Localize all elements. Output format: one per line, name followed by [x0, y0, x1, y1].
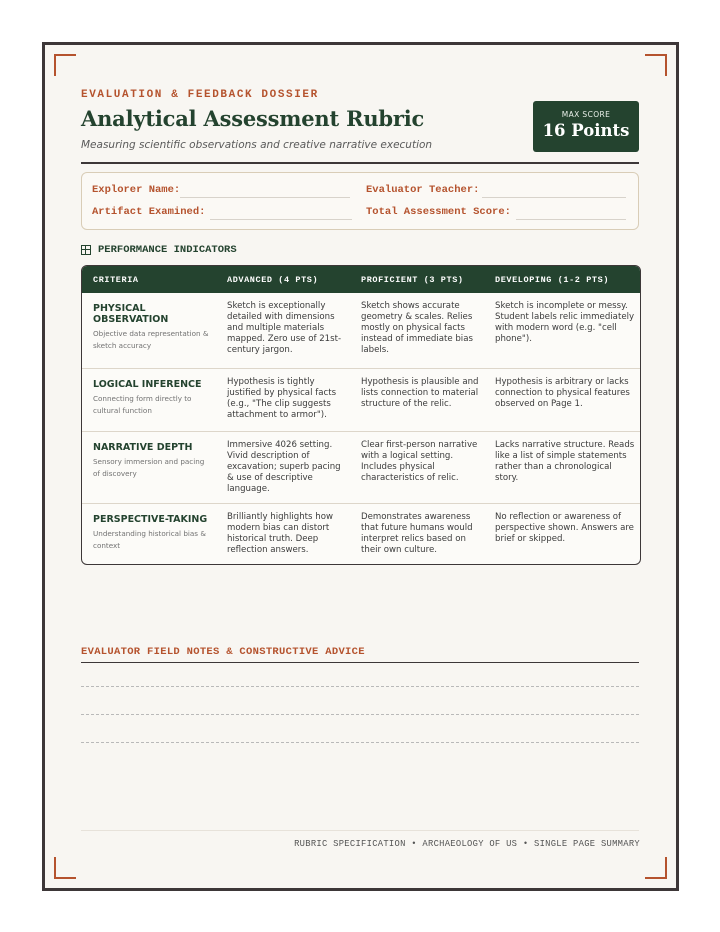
criteria-description: Connecting form directly to cultural function — [93, 393, 192, 415]
advanced-cell: Sketch is exceptionally detailed with dimensions and multiple materials mapped. Zero use of 21st-century jargon. — [216, 293, 350, 368]
criteria-description: Sensory immersion and pacing of discovery — [93, 456, 205, 478]
developing-cell: Hypothesis is arbitrary or lacks connection to physical features observed on Page 1. — [484, 368, 640, 431]
table-grid-icon — [81, 245, 91, 255]
corner-bracket-bottom-right — [645, 857, 667, 879]
table-row — [82, 431, 640, 503]
footer-text: RUBRIC SPECIFICATION • ARCHAEOLOGY OF US • SINGLE PAGE SUMMARY — [294, 839, 640, 849]
page-subtitle: Measuring scientific observations and creative narrative execution — [81, 139, 433, 151]
proficient-cell: Sketch shows accurate geometry & scales. Relies mostly on physical facts instead of immediate bias labels. — [350, 293, 484, 368]
developing-cell: No reflection or awareness of perspective shown. Answers are brief or skipped. — [495, 511, 634, 544]
advanced-cell: Brilliantly highlights how modern bias can distort historical truth. Deep reflection answers. — [227, 511, 333, 555]
rubric-sheet — [42, 42, 679, 891]
criteria-cell — [82, 503, 216, 564]
column-header: CRITERIA — [82, 266, 216, 293]
student-info-box — [81, 172, 639, 230]
performance-indicators-label: PERFORMANCE INDICATORS — [98, 244, 237, 256]
table-row — [82, 503, 640, 564]
page-title: Analytical Assessment Rubric — [81, 106, 425, 131]
max-score-badge — [533, 101, 639, 152]
total-score-field — [366, 206, 511, 218]
artifact-examined-label: Artifact Examined: — [92, 206, 206, 218]
evaluator-teacher-field — [366, 184, 479, 196]
explorer-name-label: Explorer Name: — [92, 184, 181, 196]
criteria-name: NARRATIVE DEPTH — [93, 441, 193, 453]
column-header: PROFICIENT (3 PTS) — [350, 266, 484, 293]
developing-cell: Lacks narrative structure. Reads like a list of simple statements rather than a chronological story. — [484, 431, 640, 503]
rubric-table — [81, 265, 641, 565]
corner-bracket-bottom-left — [54, 857, 76, 879]
developing-cell: Sketch is incomplete or messy. Student labels relic immediately with modern word (e.g. "cell phone"). — [484, 293, 640, 368]
column-header: DEVELOPING (1-2 PTS) — [484, 266, 640, 293]
header-divider — [81, 162, 639, 164]
document-eyebrow: EVALUATION & FEEDBACK DOSSIER — [81, 89, 319, 101]
criteria-cell — [82, 368, 216, 431]
artifact-examined-field — [92, 206, 205, 218]
criteria-cell — [82, 293, 216, 368]
proficient-cell: Clear first-person narrative with a logical setting. Includes physical characteristics of relic. — [350, 431, 484, 503]
criteria-description: Understanding historical bias & context — [93, 528, 206, 550]
criteria-cell — [82, 431, 216, 503]
criteria-name: PERSPECTIVE-TAKING — [93, 513, 208, 525]
footer-divider — [81, 830, 639, 831]
proficient-cell: Demonstrates awareness that future humans would interpret relics based on their own culture. — [361, 511, 473, 555]
proficient-cell: Hypothesis is plausible and lists connection to material structure of the relic. — [350, 368, 484, 431]
explorer-name-blank[interactable] — [180, 197, 350, 198]
total-score-blank[interactable] — [516, 219, 626, 220]
table-header-row — [82, 266, 640, 293]
artifact-examined-blank[interactable] — [210, 219, 352, 220]
field-notes-heading: EVALUATOR FIELD NOTES & CONSTRUCTIVE ADVICE — [81, 646, 365, 658]
table-row — [82, 293, 640, 368]
advanced-cell: Hypothesis is tightly justified by physical facts (e.g., "The clip suggests attachment to armor"). — [216, 368, 350, 431]
max-score-label: MAX SCORE — [561, 110, 611, 119]
criteria-description: Objective data representation & sketch accuracy — [93, 329, 209, 350]
evaluator-teacher-label: Evaluator Teacher: — [366, 184, 480, 196]
column-header: ADVANCED (4 PTS) — [216, 266, 350, 293]
notes-writing-line[interactable] — [81, 714, 639, 715]
advanced-cell: Immersive 4026 setting. Vivid description of excavation; superb pacing & use of descriptive language. — [216, 431, 350, 503]
explorer-name-field — [92, 184, 180, 196]
total-score-label: Total Assessment Score: — [366, 206, 511, 218]
notes-writing-line[interactable] — [81, 686, 639, 687]
corner-bracket-top-right — [645, 54, 667, 76]
corner-bracket-top-left — [54, 54, 76, 76]
criteria-name: LOGICAL INFERENCE — [93, 378, 202, 390]
table-row — [82, 368, 640, 431]
criteria-name: PHYSICAL OBSERVATION — [93, 303, 169, 325]
max-score-value: 16 Points — [542, 121, 630, 140]
notes-writing-line[interactable] — [81, 742, 639, 743]
evaluator-teacher-blank[interactable] — [482, 197, 626, 198]
field-notes-divider — [81, 662, 639, 663]
